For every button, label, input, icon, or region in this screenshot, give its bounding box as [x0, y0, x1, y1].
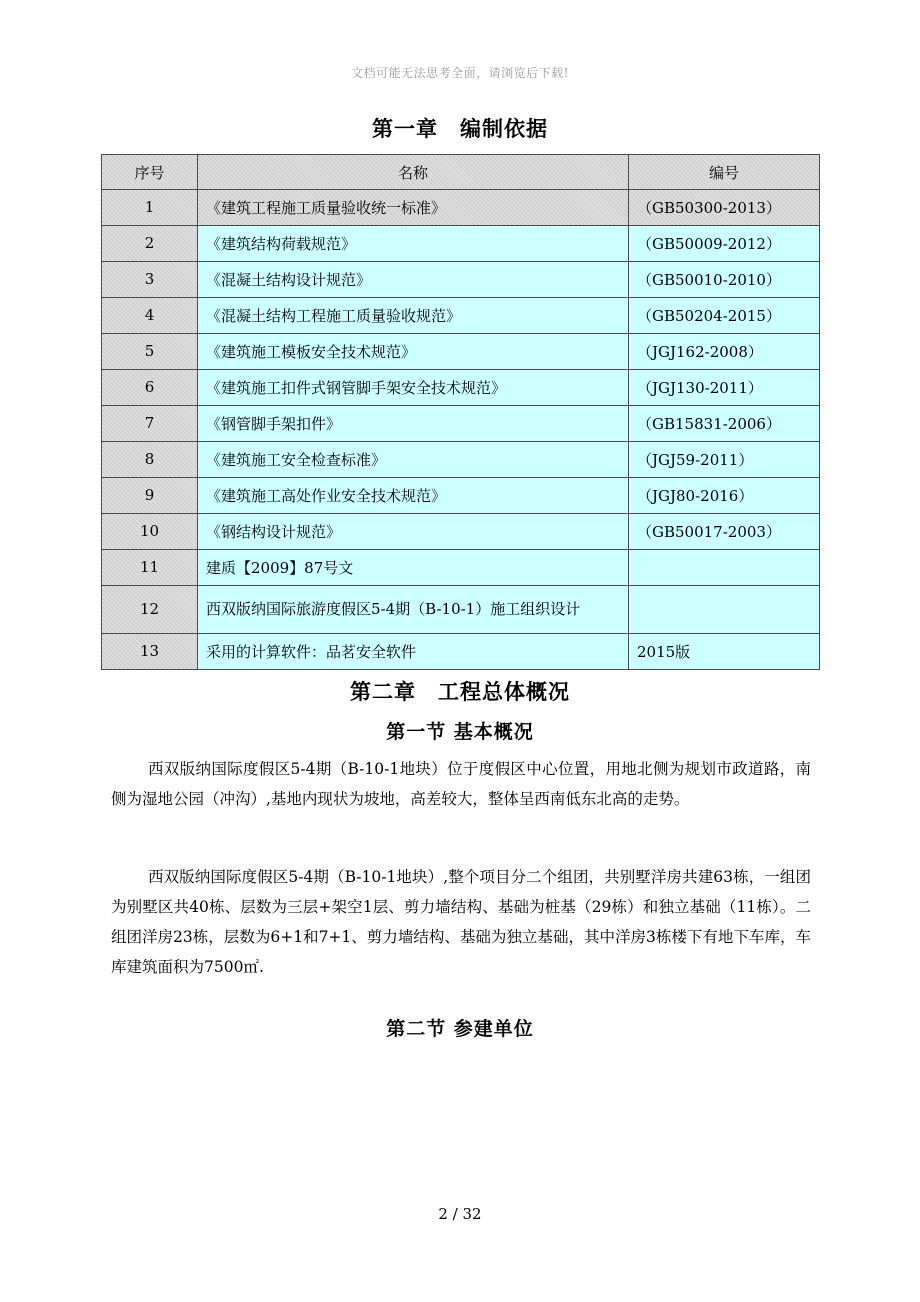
table-row: [102, 633, 820, 669]
cell-no: 13: [102, 633, 198, 669]
table-row: [102, 297, 820, 333]
cell-code: [629, 585, 820, 633]
cell-no: 7: [102, 405, 198, 441]
cell-name: 《钢管脚手架扣件》: [198, 405, 629, 441]
cell-name: 《建筑工程施工质量验收统一标准》: [198, 190, 629, 226]
header-note: 文档可能无法思考全面，请浏览后下载!: [351, 66, 569, 80]
table-row: [102, 225, 820, 261]
cell-code: 2015版: [629, 633, 820, 669]
table-row: [102, 477, 820, 513]
cell-code: （GB50017-2003）: [629, 513, 820, 549]
table-row: [102, 333, 820, 369]
page-number: 2 / 32: [438, 1205, 482, 1223]
cell-no: 5: [102, 333, 198, 369]
cell-name: 《混凝土结构工程施工质量验收规范》: [198, 297, 629, 333]
header-name: 名称: [198, 155, 629, 190]
cell-name: 《建筑施工模板安全技术规范》: [198, 333, 629, 369]
table-row: [102, 190, 820, 226]
table-row: [102, 441, 820, 477]
cell-name: 《建筑结构荷载规范》: [198, 225, 629, 261]
table-header-row: [102, 155, 820, 190]
cell-no: 4: [102, 297, 198, 333]
cell-name: 西双版纳国际旅游度假区5-4期（B-10-1）施工组织设计: [198, 585, 629, 633]
cell-name: 《建筑施工安全检查标准》: [198, 441, 629, 477]
cell-no: 1: [102, 190, 198, 226]
cell-name: 《建筑施工扣件式钢管脚手架安全技术规范》: [198, 369, 629, 405]
cell-no: 10: [102, 513, 198, 549]
cell-code: （JGJ162-2008）: [629, 333, 820, 369]
cell-no: 12: [102, 585, 198, 633]
table-row: [102, 585, 820, 633]
cell-name: 《建筑施工高处作业安全技术规范》: [198, 477, 629, 513]
cell-code: （JGJ130-2011）: [629, 369, 820, 405]
cell-code: （GB15831-2006）: [629, 405, 820, 441]
table-row: [102, 513, 820, 549]
cell-code: （JGJ59-2011）: [629, 441, 820, 477]
cell-name: 《混凝土结构设计规范》: [198, 261, 629, 297]
header-code: 编号: [629, 155, 820, 190]
cell-no: 6: [102, 369, 198, 405]
basis-table: [101, 154, 820, 670]
cell-code: （JGJ80-2016）: [629, 477, 820, 513]
cell-no: 3: [102, 261, 198, 297]
header-no: 序号: [102, 155, 198, 190]
table-row: [102, 369, 820, 405]
cell-code: （GB50204-2015）: [629, 297, 820, 333]
table-row: [102, 549, 820, 585]
cell-no: 8: [102, 441, 198, 477]
cell-code: （GB50009-2012）: [629, 225, 820, 261]
overview-paragraph-1: 西双版纳国际度假区5-4期（B-10-1地块）位于度假区中心位置，用地北侧为规划市政道路，南侧为湿地公园（冲沟）,基地内现状为坡地，高差较大，整体呈西南低东北高的走势。: [111, 760, 811, 808]
cell-name: 采用的计算软件：品茗安全软件: [198, 633, 629, 669]
cell-no: 9: [102, 477, 198, 513]
section1-title: 第一节 基本概况: [386, 721, 534, 743]
cell-code: （GB50300-2013）: [629, 190, 820, 226]
chapter1-title: 第一章 编制依据: [372, 117, 548, 141]
cell-name: 《钢结构设计规范》: [198, 513, 629, 549]
chapter2-title: 第二章 工程总体概况: [350, 680, 570, 704]
cell-no: 11: [102, 549, 198, 585]
cell-name: 建质【2009】87号文: [198, 549, 629, 585]
cell-code: （GB50010-2010）: [629, 261, 820, 297]
cell-no: 2: [102, 225, 198, 261]
section2-title: 第二节 参建单位: [386, 1018, 534, 1040]
cell-code: [629, 549, 820, 585]
table-row: [102, 405, 820, 441]
table-row: [102, 261, 820, 297]
overview-paragraph-2: 西双版纳国际度假区5-4期（B-10-1地块）,整个项目分二个组团，共别墅洋房共建63栋，一组团为别墅区共40栋、层数为三层+架空1层、剪力墙结构、基础为桩基（29栋）和独立基础（11栋）。二组团洋房23栋，层数为6+1和7+1、剪力墙结构、基础为独立基础，其中洋房3栋楼下有地下车库，车库建筑面积为7500㎡.: [111, 868, 811, 976]
